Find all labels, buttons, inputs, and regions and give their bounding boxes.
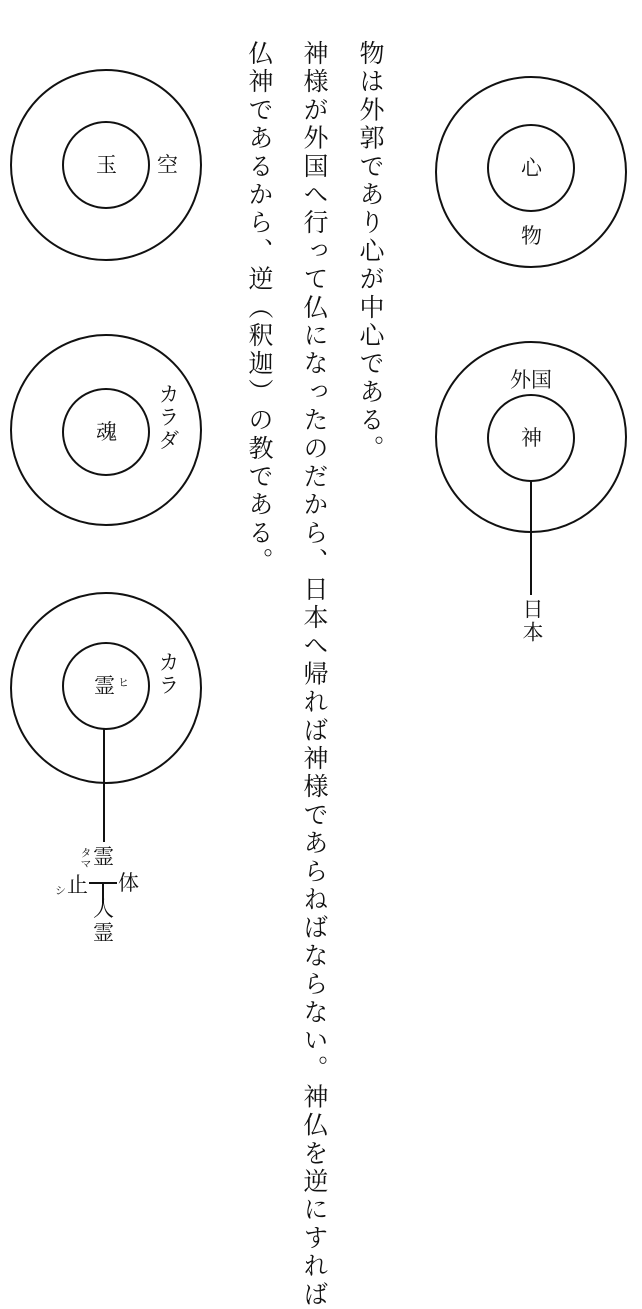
- ruby-tama: タマ: [79, 847, 92, 869]
- label-gyoku: 玉: [96, 153, 117, 177]
- label-rei-tama: 霊: [93, 845, 114, 869]
- body-column-2: 神様が外国へ行って仏になったのだから、日本へ帰れば神様であらねばならない。神仏を逆にすれば: [300, 40, 329, 1309]
- label-kuu: 空: [157, 153, 178, 177]
- label-kara: カラ: [156, 651, 180, 697]
- label-mono: 物: [521, 224, 542, 248]
- label-tamashii: 魂: [96, 420, 117, 444]
- label-kami: 神: [521, 426, 542, 450]
- body-column-3: 仏神であるから、逆（釈迦）の教である。: [245, 40, 274, 576]
- label-rei-hito: 霊: [93, 921, 114, 945]
- label-hito: 人: [93, 897, 114, 921]
- label-karada: カラダ: [156, 383, 180, 452]
- label-shi: 止: [67, 873, 88, 897]
- label-rei-inner: 霊: [94, 674, 115, 698]
- ruby-shi: シ: [55, 884, 66, 897]
- label-gaikoku: 外国: [510, 368, 552, 392]
- ruby-hi: ヒ: [118, 676, 129, 689]
- label-nihon: 日本: [520, 598, 544, 644]
- body-column-1: 物は外郭であり心が中心である。: [356, 40, 385, 463]
- label-kokoro: 心: [521, 156, 542, 180]
- label-tai: 体: [118, 871, 139, 895]
